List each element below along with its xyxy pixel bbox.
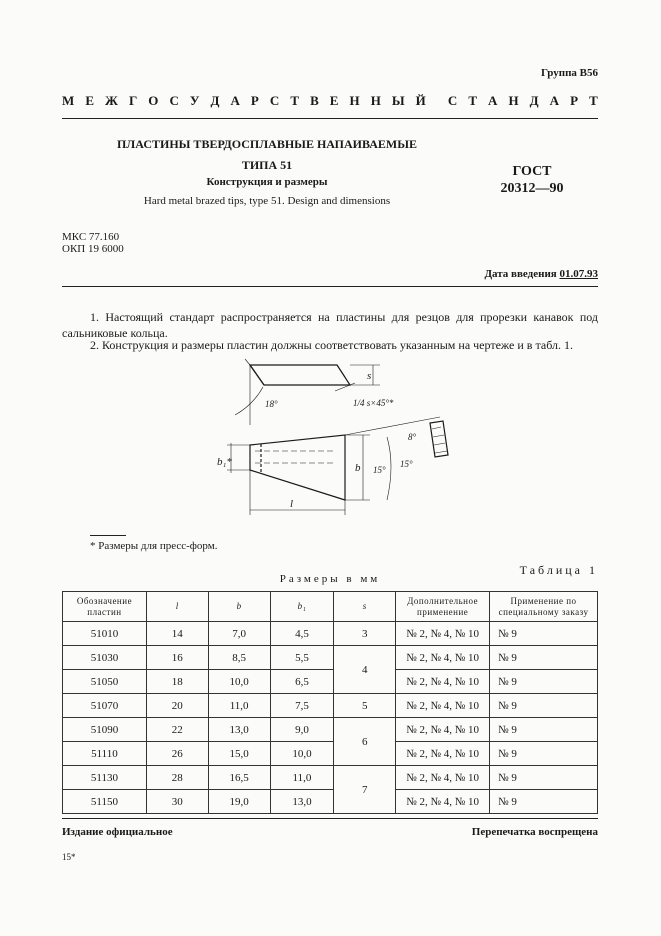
label-l: l: [290, 498, 294, 510]
header-l: l: [146, 592, 208, 622]
cell-s: 4: [334, 646, 396, 694]
cell-code: 51150: [63, 790, 147, 814]
cell-b: 16,5: [208, 766, 270, 790]
banner-letter: С: [169, 93, 179, 108]
cell-b1: 10,0: [270, 742, 334, 766]
cell-b: 10,0: [208, 670, 270, 694]
cell-b: 7,0: [208, 622, 270, 646]
cell-b: 15,0: [208, 742, 270, 766]
cell-l: 14: [146, 622, 208, 646]
banner-letter: Д: [529, 93, 539, 108]
cell-l: 22: [146, 718, 208, 742]
angle-ref-line: [345, 417, 440, 435]
standard-banner: [62, 93, 598, 109]
table-row: [63, 694, 598, 718]
header-code: Обозначение пластин: [63, 592, 147, 622]
header-special: Применение по специальному заказу: [490, 592, 598, 622]
cell-b: 8,5: [208, 646, 270, 670]
banner-letter: С: [447, 93, 458, 108]
classification-codes: [62, 231, 124, 255]
doc-subtitle: Конструкция и размеры: [206, 176, 328, 188]
banner-letter: Ы: [391, 93, 405, 108]
cell-l: 18: [146, 670, 208, 694]
cell-l: 28: [146, 766, 208, 790]
banner-letter: Е: [329, 93, 339, 108]
side-view-body: [250, 365, 350, 385]
date-rule: [62, 286, 598, 287]
banner-letter: С: [269, 93, 280, 108]
cell-s: 5: [334, 694, 396, 718]
banner-letter: Т: [290, 93, 300, 108]
cell-b1: 11,0: [270, 766, 334, 790]
cell-special: № 9: [490, 766, 598, 790]
cell-b1: 5,5: [270, 646, 334, 670]
cell-extra: № 2, № 4, № 10: [396, 694, 490, 718]
chamfer-line: [337, 365, 345, 377]
label-angle-15a: 15°: [373, 465, 386, 475]
cell-special: № 9: [490, 742, 598, 766]
side-view-edge: [250, 365, 264, 385]
table-row: [63, 790, 598, 814]
table-row: [63, 646, 598, 670]
cell-l: 16: [146, 646, 208, 670]
label-angle-8: 8°: [408, 432, 417, 442]
section-hatch: [433, 435, 444, 437]
banner-letter: Д: [210, 93, 220, 108]
cell-code: 51050: [63, 670, 147, 694]
section-hatch: [435, 451, 447, 453]
banner-letter: А: [488, 93, 498, 108]
table-row: [63, 766, 598, 790]
header-rule: [62, 118, 598, 119]
banner-letter: Й: [415, 93, 426, 108]
footnote-rule: [90, 535, 126, 536]
section-view: [430, 421, 448, 457]
cell-code: 51130: [63, 766, 147, 790]
cell-code: 51010: [63, 622, 147, 646]
paragraph-2: 2. Конструкция и размеры пластин должны соответствовать указанным на чертеже и в табл. 1.: [90, 338, 573, 352]
cell-special: № 9: [490, 646, 598, 670]
banner-letter: Н: [349, 93, 360, 108]
banner-letter: В: [310, 93, 319, 108]
leader-line: [245, 359, 250, 365]
header-b1: b₁: [270, 592, 334, 622]
angle-arc: [235, 387, 263, 415]
tip-drawing: [195, 355, 465, 525]
banner-letter: Т: [468, 93, 477, 108]
table-number: Таблица 1: [519, 563, 598, 577]
table-row: [63, 622, 598, 646]
cell-extra: № 2, № 4, № 10: [396, 790, 490, 814]
label-chamfer: 1/4 s×45°*: [353, 398, 394, 408]
cell-b: 11,0: [208, 694, 270, 718]
cell-special: № 9: [490, 622, 598, 646]
cell-b1: 7,5: [270, 694, 334, 718]
cell-extra: № 2, № 4, № 10: [396, 646, 490, 670]
cell-extra: № 2, № 4, № 10: [396, 622, 490, 646]
banner-letter: А: [230, 93, 240, 108]
edition-note: Издание официальное: [62, 826, 173, 838]
banner-letter: Е: [85, 93, 94, 108]
table-row: [63, 670, 598, 694]
banner-letter: М: [62, 93, 75, 108]
reprint-note: Перепечатка воспрещена: [471, 826, 598, 838]
table-header-row: [63, 592, 598, 622]
mks-code: МКС 77.160: [62, 231, 120, 243]
intro-date-value: 01.07.93: [559, 268, 598, 280]
page-mark: 15*: [62, 852, 76, 862]
header-b: b: [208, 592, 270, 622]
cell-code: 51070: [63, 694, 147, 718]
banner-letter: Г: [128, 93, 138, 108]
cell-s: 3: [334, 622, 396, 646]
okp-code: ОКП 19 6000: [62, 243, 124, 255]
cell-special: № 9: [490, 670, 598, 694]
cell-code: 51030: [63, 646, 147, 670]
gost-label: ГОСТ: [512, 164, 552, 179]
group-code: Группа В56: [540, 67, 598, 79]
banner-letter: Н: [508, 93, 519, 108]
plan-view-body: [250, 435, 345, 500]
angle-arc: [387, 437, 391, 500]
banner-letter: О: [148, 93, 159, 108]
cell-b: 13,0: [208, 718, 270, 742]
table-row: [63, 718, 598, 742]
cell-b: 19,0: [208, 790, 270, 814]
cell-extra: № 2, № 4, № 10: [396, 670, 490, 694]
gost-block: [492, 163, 572, 197]
banner-letter: А: [549, 93, 560, 108]
section-hatch: [434, 443, 445, 445]
banner-letter: Т: [589, 93, 598, 108]
banner-letter: Ж: [105, 93, 118, 108]
cell-special: № 9: [490, 790, 598, 814]
label-angle-15b: 15°: [400, 459, 413, 469]
label-angle-18: 18°: [265, 399, 278, 409]
cell-code: 51090: [63, 718, 147, 742]
doc-title-line1: ПЛАСТИНЫ ТВЕРДОСПЛАВНЫЕ НАПАИВАЕМЫЕ: [116, 137, 418, 151]
cell-s: 7: [334, 766, 396, 814]
cell-code: 51110: [63, 742, 147, 766]
header-s: s: [334, 592, 396, 622]
banner-letter: Р: [570, 93, 579, 108]
cell-l: 30: [146, 790, 208, 814]
cell-special: № 9: [490, 718, 598, 742]
cell-extra: № 2, № 4, № 10: [396, 766, 490, 790]
cell-extra: № 2, № 4, № 10: [396, 742, 490, 766]
banner-letter: Р: [250, 93, 259, 108]
paragraph-1: 1. Настоящий стандарт распространяется на пластины для резцов для прорезки канавок под сальниковые кольца.: [62, 310, 598, 340]
label-b: b: [355, 462, 361, 474]
footnote: * Размеры для пресс-форм.: [90, 540, 218, 552]
chamfer-leader: [335, 383, 355, 391]
banner-letter: Н: [370, 93, 381, 108]
cell-special: № 9: [490, 694, 598, 718]
cell-b1: 4,5: [270, 622, 334, 646]
doc-title-line2: ТИПА 51: [241, 158, 293, 172]
intro-date: [484, 268, 598, 280]
cell-s: 6: [334, 718, 396, 766]
gost-number: 20312—90: [500, 181, 564, 196]
table-row: [63, 742, 598, 766]
section-hatch: [432, 427, 441, 429]
banner-letter: У: [189, 93, 200, 108]
footer-rule: [62, 818, 598, 819]
cell-extra: № 2, № 4, № 10: [396, 718, 490, 742]
label-s: s: [367, 370, 372, 382]
cell-b1: 13,0: [270, 790, 334, 814]
table-caption: Размеры в мм: [279, 573, 381, 585]
intro-date-label: Дата введения: [484, 268, 557, 280]
header-extra: Дополнительное применение: [396, 592, 490, 622]
cell-b1: 6,5: [270, 670, 334, 694]
dimensions-table: [62, 591, 598, 814]
cell-l: 20: [146, 694, 208, 718]
cell-b1: 9,0: [270, 718, 334, 742]
label-b1: b₁*: [217, 456, 232, 468]
cell-l: 26: [146, 742, 208, 766]
doc-title-english: Hard metal brazed tips, type 51. Design and dimensions: [143, 195, 391, 207]
